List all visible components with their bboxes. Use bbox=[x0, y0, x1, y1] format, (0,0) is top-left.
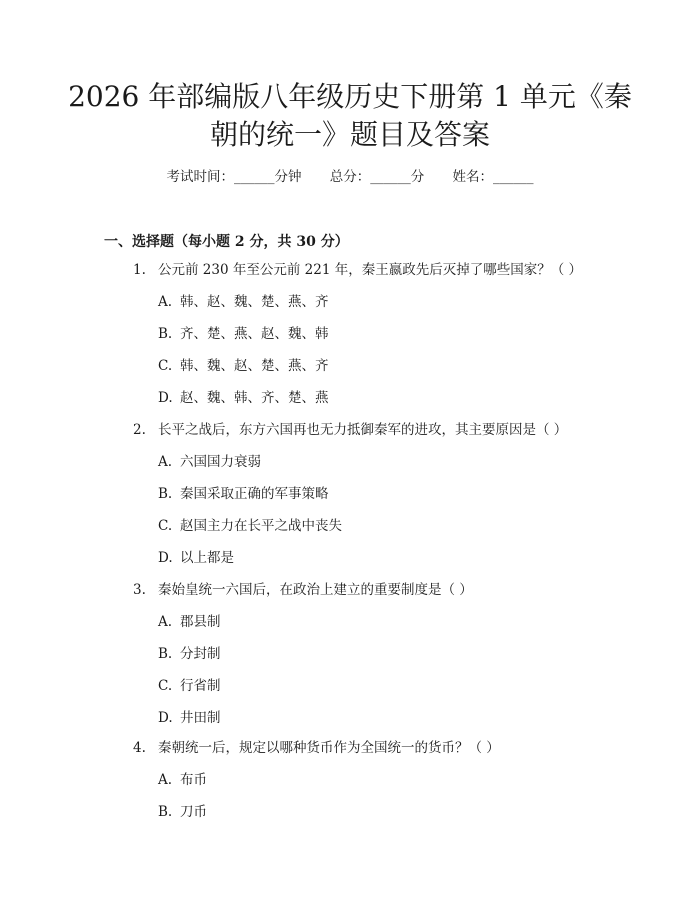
option-letter: D. bbox=[158, 550, 173, 566]
option-letter: C. bbox=[158, 678, 173, 694]
option-text: 郡县制 bbox=[180, 614, 221, 630]
question-text: 秦始皇统一六国后，在政治上建立的重要制度是（ ） bbox=[158, 582, 473, 598]
option-letter: A. bbox=[158, 294, 173, 310]
option-letter: A. bbox=[158, 772, 173, 788]
option-text: 韩、赵、魏、楚、燕、齐 bbox=[180, 294, 329, 310]
option-text: 齐、楚、燕、赵、魏、韩 bbox=[180, 326, 329, 342]
option-text: 分封制 bbox=[180, 646, 221, 662]
question-text: 公元前 230 年至公元前 221 年，秦王嬴政先后灭掉了哪些国家？（ ） bbox=[158, 262, 582, 278]
option-letter: A. bbox=[158, 614, 173, 630]
option-text: 布币 bbox=[180, 772, 207, 788]
exam-name: 姓名：______ bbox=[452, 169, 534, 185]
option-text: 行省制 bbox=[180, 678, 221, 694]
option-text: 以上都是 bbox=[180, 550, 234, 566]
title-line-2: 朝的统一》题目及答案 bbox=[209, 118, 490, 151]
option-letter: B. bbox=[158, 646, 173, 662]
question-text: 长平之战后，东方六国再也无力抵御秦军的进攻，其主要原因是（ ） bbox=[158, 422, 568, 438]
question-number: 3. bbox=[133, 582, 146, 598]
question-text: 秦朝统一后，规定以哪种货币作为全国统一的货币？（ ） bbox=[158, 740, 500, 756]
option-text: 赵、魏、韩、齐、楚、燕 bbox=[180, 390, 329, 406]
option-text: 刀币 bbox=[180, 804, 207, 820]
option-text: 赵国主力在长平之战中丧失 bbox=[180, 518, 342, 534]
option-text: 韩、魏、赵、楚、燕、齐 bbox=[180, 358, 329, 374]
option-letter: C. bbox=[158, 358, 173, 374]
option-letter: B. bbox=[158, 326, 173, 342]
question-number: 2. bbox=[133, 422, 146, 438]
option-text: 六国国力衰弱 bbox=[180, 454, 261, 470]
question-number: 4. bbox=[133, 740, 146, 756]
option-text: 井田制 bbox=[180, 710, 221, 726]
document-title bbox=[60, 78, 640, 154]
option-letter: C. bbox=[158, 518, 173, 534]
option-text: 秦国采取正确的军事策略 bbox=[180, 486, 329, 502]
question-number: 1. bbox=[133, 262, 146, 278]
option-letter: D. bbox=[158, 390, 173, 406]
option-letter: D. bbox=[158, 710, 173, 726]
option-letter: A. bbox=[158, 454, 173, 470]
exam-time: 考试时间：______分钟 bbox=[166, 169, 302, 185]
option-letter: B. bbox=[158, 804, 173, 820]
section-heading: 一、选择题（每小题 2 分，共 30 分） bbox=[104, 234, 349, 250]
option-letter: B. bbox=[158, 486, 173, 502]
exam-score: 总分：______分 bbox=[329, 169, 425, 185]
title-line-1: 2026 年部编版八年级历史下册第 1 单元《秦 bbox=[68, 80, 632, 113]
exam-info bbox=[0, 168, 700, 186]
